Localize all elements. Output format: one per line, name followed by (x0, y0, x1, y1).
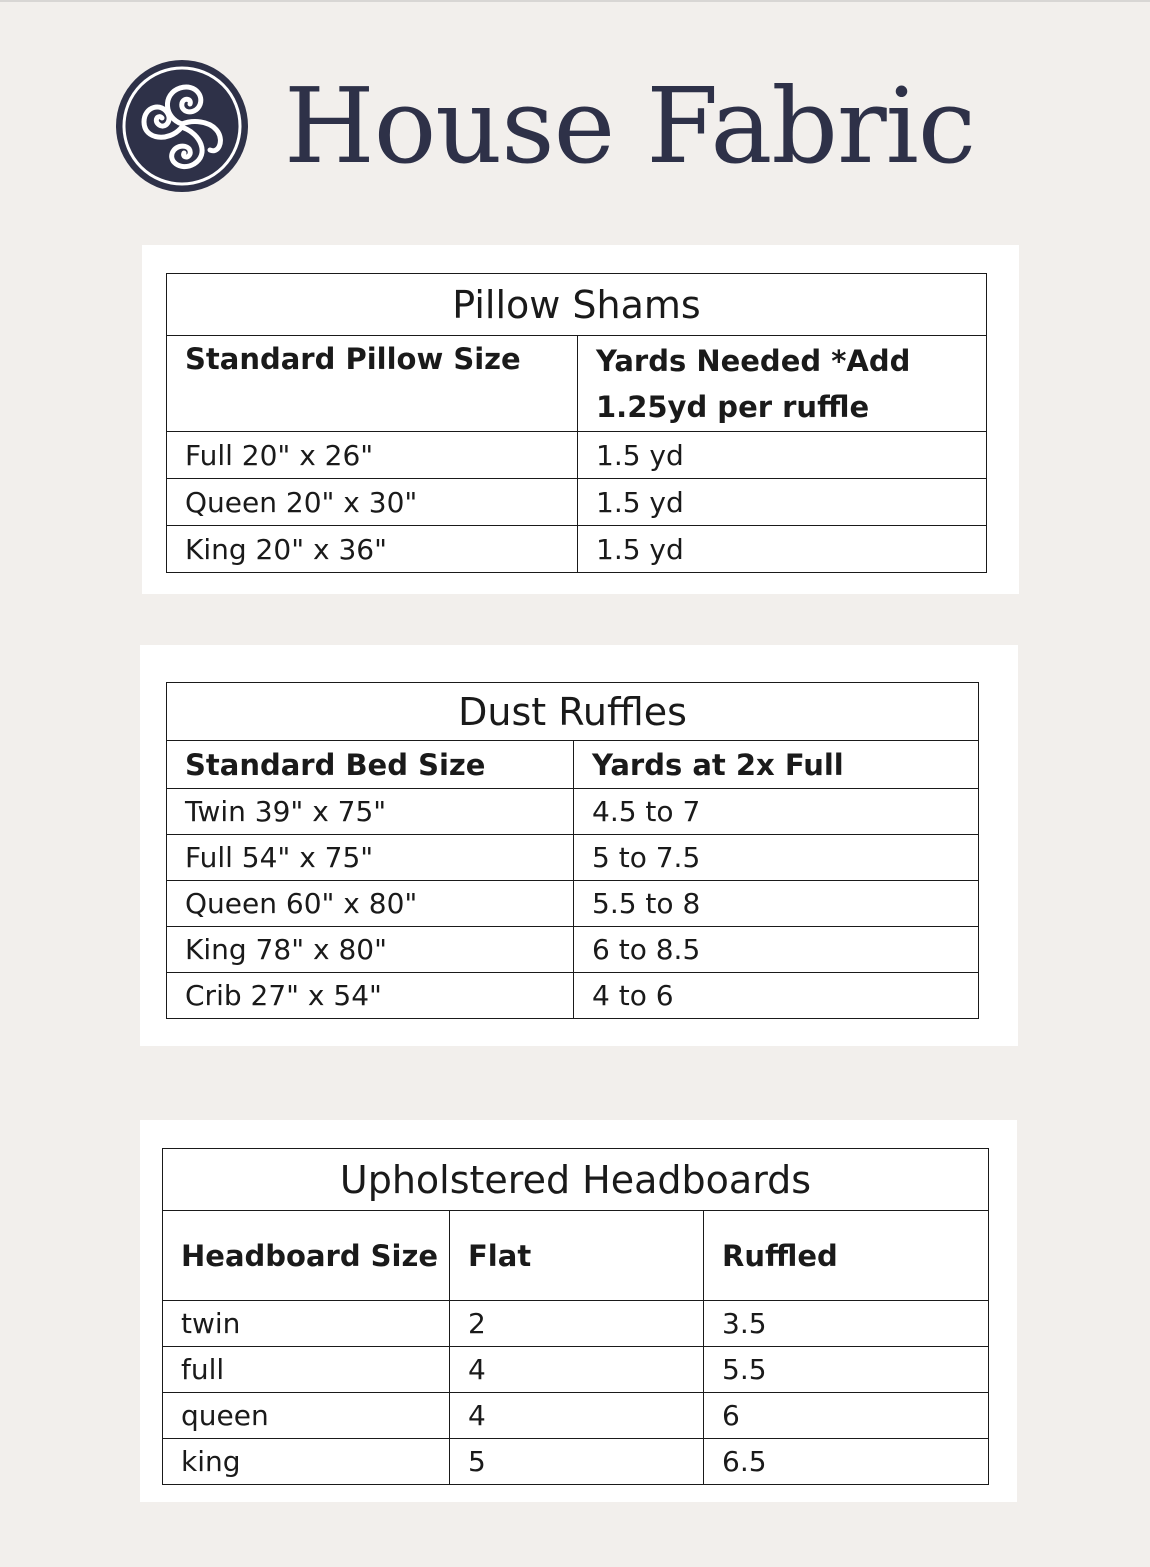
column-header: Yards Needed *Add 1.25yd per ruffle (578, 336, 987, 432)
brand-name: House Fabric (284, 65, 976, 187)
top-divider (0, 0, 1150, 2)
table-row (163, 1439, 989, 1485)
table-row (167, 432, 987, 479)
table-cell: twin (163, 1301, 450, 1347)
triskelion-spiral-icon (114, 58, 250, 194)
table-cell: King 78" x 80" (167, 927, 574, 973)
table-cell: 4 to 6 (574, 973, 979, 1019)
table-title: Dust Ruffles (167, 683, 979, 741)
table-cell: 2 (450, 1301, 704, 1347)
table-cell: queen (163, 1393, 450, 1439)
table-cell: 4.5 to 7 (574, 789, 979, 835)
table-cell: 6.5 (704, 1439, 989, 1485)
table-row (163, 1301, 989, 1347)
table-cell: 5 (450, 1439, 704, 1485)
column-header: Flat (450, 1211, 704, 1301)
table-cell: Twin 39" x 75" (167, 789, 574, 835)
column-header: Headboard Size (163, 1211, 450, 1301)
table-row (163, 1347, 989, 1393)
table-cell: 6 to 8.5 (574, 927, 979, 973)
table-cell: 5 to 7.5 (574, 835, 979, 881)
table-cell: 6 (704, 1393, 989, 1439)
table-row (167, 881, 979, 927)
table-cell: 5.5 to 8 (574, 881, 979, 927)
table-row (167, 479, 987, 526)
headboards-table (162, 1148, 989, 1485)
table-cell: Full 54" x 75" (167, 835, 574, 881)
table-cell: Queen 20" x 30" (167, 479, 578, 526)
table-cell: Queen 60" x 80" (167, 881, 574, 927)
table-row (167, 835, 979, 881)
table-cell: 1.5 yd (578, 432, 987, 479)
brand-header (114, 56, 975, 196)
pillow-shams-table (166, 273, 987, 573)
table-cell: 5.5 (704, 1347, 989, 1393)
table-cell: king (163, 1439, 450, 1485)
table-cell: Full 20" x 26" (167, 432, 578, 479)
table-row (167, 927, 979, 973)
table-cell: 1.5 yd (578, 479, 987, 526)
table-cell: King 20" x 36" (167, 526, 578, 573)
table-row (167, 526, 987, 573)
table-title: Pillow Shams (167, 274, 987, 336)
table-cell: 1.5 yd (578, 526, 987, 573)
table-cell: Crib 27" x 54" (167, 973, 574, 1019)
column-header: Yards at 2x Full (574, 741, 979, 789)
column-header: Standard Bed Size (167, 741, 574, 789)
table-cell: 3.5 (704, 1301, 989, 1347)
column-header: Standard Pillow Size (167, 336, 578, 432)
column-header: Ruffled (704, 1211, 989, 1301)
table-cell: 4 (450, 1393, 704, 1439)
table-cell: 4 (450, 1347, 704, 1393)
dust-ruffles-table (166, 682, 979, 1019)
table-cell: full (163, 1347, 450, 1393)
table-row (163, 1393, 989, 1439)
table-title: Upholstered Headboards (163, 1149, 989, 1211)
table-row (167, 789, 979, 835)
table-row (167, 973, 979, 1019)
